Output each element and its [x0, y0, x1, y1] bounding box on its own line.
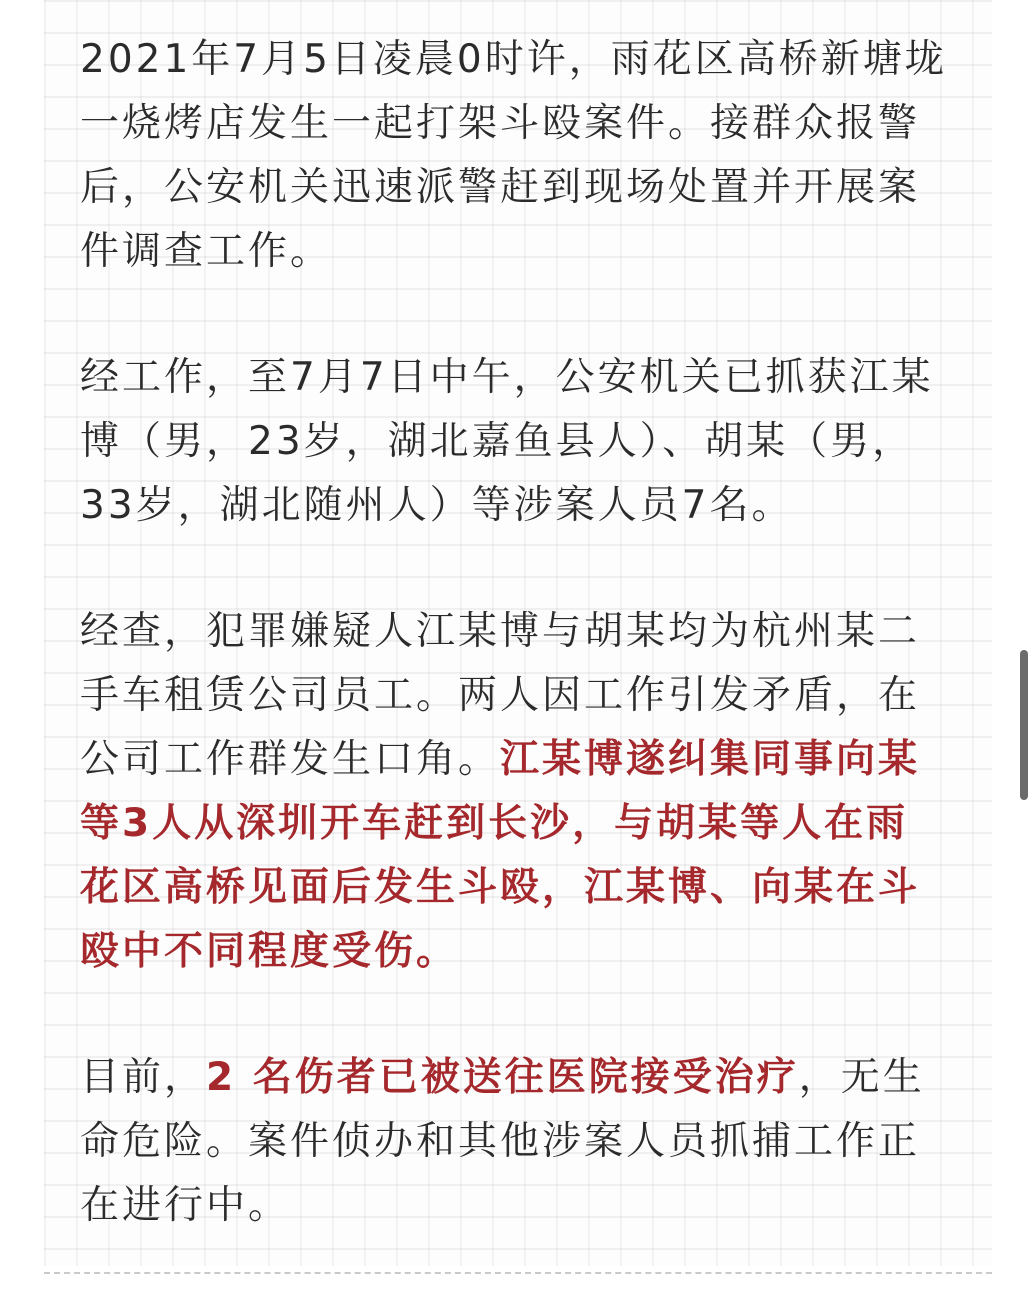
- paragraph-line: [80, 920, 958, 984]
- dashed-divider: [44, 1272, 992, 1274]
- paragraph-line: [80, 792, 958, 856]
- paragraph-line: [80, 156, 958, 220]
- body-text: 命危险。案件侦办和其他涉案人员抓捕工作正: [80, 1119, 921, 1164]
- paragraph-line: [80, 92, 958, 156]
- body-text: 博（男，23岁，湖北嘉鱼县人）、胡某（男，: [80, 419, 915, 464]
- paragraph-line: [80, 28, 958, 92]
- article-paragraph-3: [80, 600, 958, 984]
- scrollbar-thumb[interactable]: [1020, 650, 1028, 800]
- highlighted-text: 花区高桥见面后发生斗殴，江某博、向某在斗: [80, 865, 921, 910]
- paragraph-line: [80, 474, 958, 538]
- paragraph-line: [80, 220, 958, 284]
- article-body: [80, 28, 958, 1300]
- paragraph-line: [80, 728, 958, 792]
- body-text: 后，公安机关迅速派警赶到现场处置并开展案: [80, 165, 921, 210]
- article-paragraph-2: [80, 346, 958, 538]
- paragraph-line: [80, 1046, 958, 1110]
- body-text: 经查，犯罪嫌疑人江某博与胡某均为杭州某二: [80, 609, 921, 654]
- paragraph-line: [80, 1110, 958, 1174]
- highlighted-text: 殴中不同程度受伤。: [80, 929, 459, 974]
- article-paragraph-4: [80, 1046, 958, 1238]
- article-paragraph-1: [80, 28, 958, 284]
- body-text: 在进行中。: [80, 1183, 291, 1228]
- paragraph-line: [80, 346, 958, 410]
- paragraph-line: [80, 664, 958, 728]
- paragraph-line: [80, 410, 958, 474]
- body-text: 2021年7月5日凌晨0时许，雨花区高桥新塘垅: [80, 37, 947, 82]
- body-text: ，无生: [798, 1055, 925, 1100]
- highlighted-text: 江某博遂纠集同事向某: [500, 737, 921, 782]
- paragraph-line: [80, 1174, 958, 1238]
- highlighted-text: 2 名伤者已被送往医院接受治疗: [206, 1055, 799, 1100]
- body-text: 一烧烤店发生一起打架斗殴案件。接群众报警: [80, 101, 921, 146]
- highlighted-text: 等3人从深圳开车赶到长沙，与胡某等人在雨: [80, 801, 909, 846]
- body-text: 件调查工作。: [80, 229, 333, 274]
- body-text: 33岁，湖北随州人）等涉案人员7名。: [80, 483, 794, 528]
- body-text: 手车租赁公司员工。两人因工作引发矛盾，在: [80, 673, 921, 718]
- body-text: 目前，: [80, 1055, 207, 1100]
- paragraph-line: [80, 600, 958, 664]
- body-text: 经工作，至7月7日中午，公安机关已抓获江某: [80, 355, 934, 400]
- paragraph-line: [80, 856, 958, 920]
- body-text: 公司工作群发生口角。: [80, 737, 501, 782]
